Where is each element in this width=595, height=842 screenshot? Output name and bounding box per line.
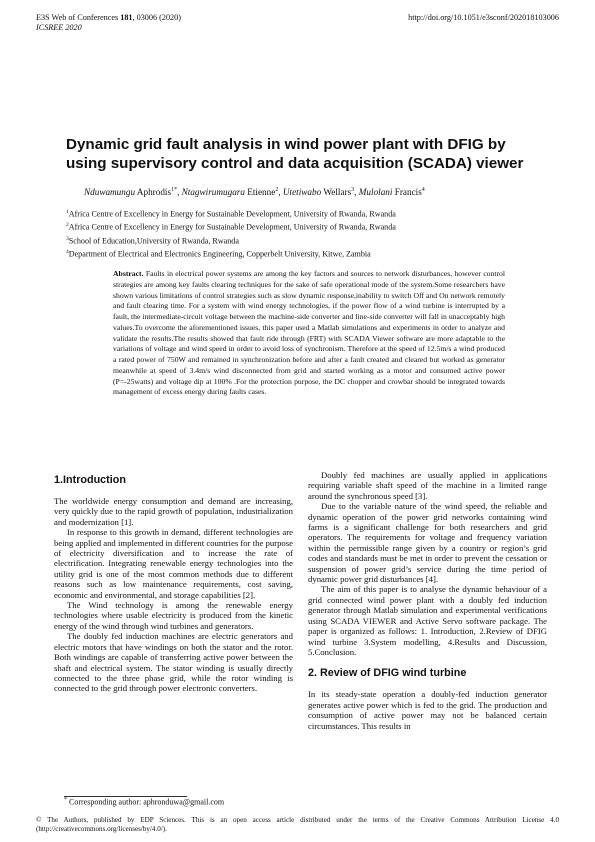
abstract-text: Faults in electrical power systems are among the key factors and sources to network disturbances, however control strategies are among key faults clearing techniques for the sake of safe operational mode of the system.Some researchers have shown various limitations of control strategies such as slow dynamic response,inability to switch Off and On network remotely and fault clearing time. For a system with wind energy technologies, if the power flow of a wind turbine is interrupted by a fault, the intermediate-circuit voltage between the machine-side converter and line-side converter will fall in unacceptably high values.To overcome the aforementioned issues, this paper used a Matlab simulations and experiments in order to analyze and validate the results.The results showed that fault ride through (FRT) with SCADA Viewer software are more adaptable to the variations of voltage and wind speed in order to avoid loss of synchronism. Therefore at the speed of 12.5m/s a wind produced a rated power of 750W and remained in synchronization before and after a fault created and cleared but worked as generator meanwhile at speed of 3.4m/s wind disconnected from grid and started working as a motor and consumed active power (P=-25watts) and voltage dip at 100% .For the protection purpose, the DC chopper and crowbar should be integrated towards management of excess energy during faults cases. (113, 269, 505, 397)
affiliation-2: $^2$Africa Centre of Excellency in Energy for Sustainable Development, University of Rwanda, Rwanda (66, 222, 396, 232)
running-header-left (36, 13, 181, 33)
abstract (113, 269, 505, 398)
author-4: Mulolani Francis$^4$ (358, 187, 425, 198)
paragraph: In response to this growth in demand, different technologies are being applied and implemented in different countries for the purpose of electricity diversification and to increase the rate of electrification. Integrating renewable energy technologies into the utility grid is one of the most common methods due to different reasons such as low maintenance requirements, cost saving, economic and environmental, and storage capabilities [2]. (54, 527, 293, 600)
paragraph: The Wind technology is among the renewable energy technologies where usable electricity is produced from the kinetic energy of the wind through wind turbines and generators. (54, 600, 293, 631)
affiliation-3: $^3$School of Education,University of Rwanda, Rwanda (66, 235, 239, 246)
author-3: Utetiwabo Wellars$^3$, (282, 187, 359, 198)
paragraph: In its steady-state operation a doubly-fed induction generator generates active power which is fed to the grid. The production and consumption of active power may not be balanced certain circumstances. This results in (308, 689, 547, 731)
affiliations (66, 207, 396, 260)
right-column (308, 470, 547, 731)
author-list (84, 187, 425, 197)
journal-citation: E3S Web of Conferences 181, 03006 (2020) (36, 13, 181, 22)
affiliation-4: $^4$Department of Electrical and Electronics Engineering, Copperbelt University, Kitwe, Zambia (66, 248, 371, 259)
section-heading-review: 2. Review of DFIG wind turbine (308, 667, 467, 680)
conference-name: ICSREE 2020 (36, 23, 82, 32)
section-heading-introduction: 1.Introduction (54, 474, 126, 486)
author-1: Nduwamungu Aphrodis$^{1*}$, (84, 187, 182, 198)
affiliation-1: $^1$Africa Centre of Excellency in Energy for Sustainable Development, University of Rwanda, Rwanda (66, 209, 396, 219)
abstract-heading: Abstract. (113, 269, 144, 278)
doi-link[interactable]: http://doi.org/10.1051/e3sconf/202018103006 (408, 13, 559, 22)
license-notice: © The Authors, published by EDP Sciences. This is an open access article distributed under the terms of the Creative Commons Attribution License 4.0 (http://creativecommons.org/licenses/by/4.0/). (36, 816, 559, 834)
paragraph: The worldwide energy consumption and demand are increasing, very quickly due to the rapid growth of population, industrialization and modernization [1]. (54, 496, 293, 527)
author-2: Ntagwirumugara Etienne$^2$, (181, 187, 283, 198)
paragraph: Doubly fed machines are usually applied in applications requiring variable shaft speed of the machine in a limited range around the synchronous speed [3]. (308, 470, 547, 501)
paragraph: The aim of this paper is to analyse the dynamic behaviour of a grid connected wind power plant with a doubly fed induction generator through Matlab simulation and experimental verifications using SCADA VIEWER and Active Servo software package. The paper is organized as follows: 1. Introduction, 2.Review of DFIG wind turbine 3.System modelling, 4.Results and Discussion, 5.Conclusion. (308, 584, 547, 657)
paragraph: Due to the variable nature of the wind speed, the reliable and dynamic operation of the power grid networks containing wind farms is a significant challenge for both researchers and grid operators. The requirements for voltage and frequency variation within the permissible range given by a country or region’s grid codes and standards must be met in order to prevent the cessation or suspension of power grid’s service during the time period of dynamic power grid disturbances [4]. (308, 501, 547, 585)
paragraph: The doubly fed induction machines are electric generators and electric motors that have windings on both the stator and the rotor. Both windings are capable of transferring active power between the shaft and electrical system. The stator winding is usually directly connected to the three phase grid, while the rotor winding is connected to the grid through power electronic converters. (54, 631, 293, 694)
paper-title: Dynamic grid fault analysis in wind power plant with DFIG by using supervisory control and data acquisition (SCADA) viewer (66, 136, 524, 172)
footnote: * Corresponding author: aphronduwa@gmail.com (64, 797, 225, 807)
left-column (54, 470, 293, 694)
journal-volume: 181 (120, 13, 133, 22)
